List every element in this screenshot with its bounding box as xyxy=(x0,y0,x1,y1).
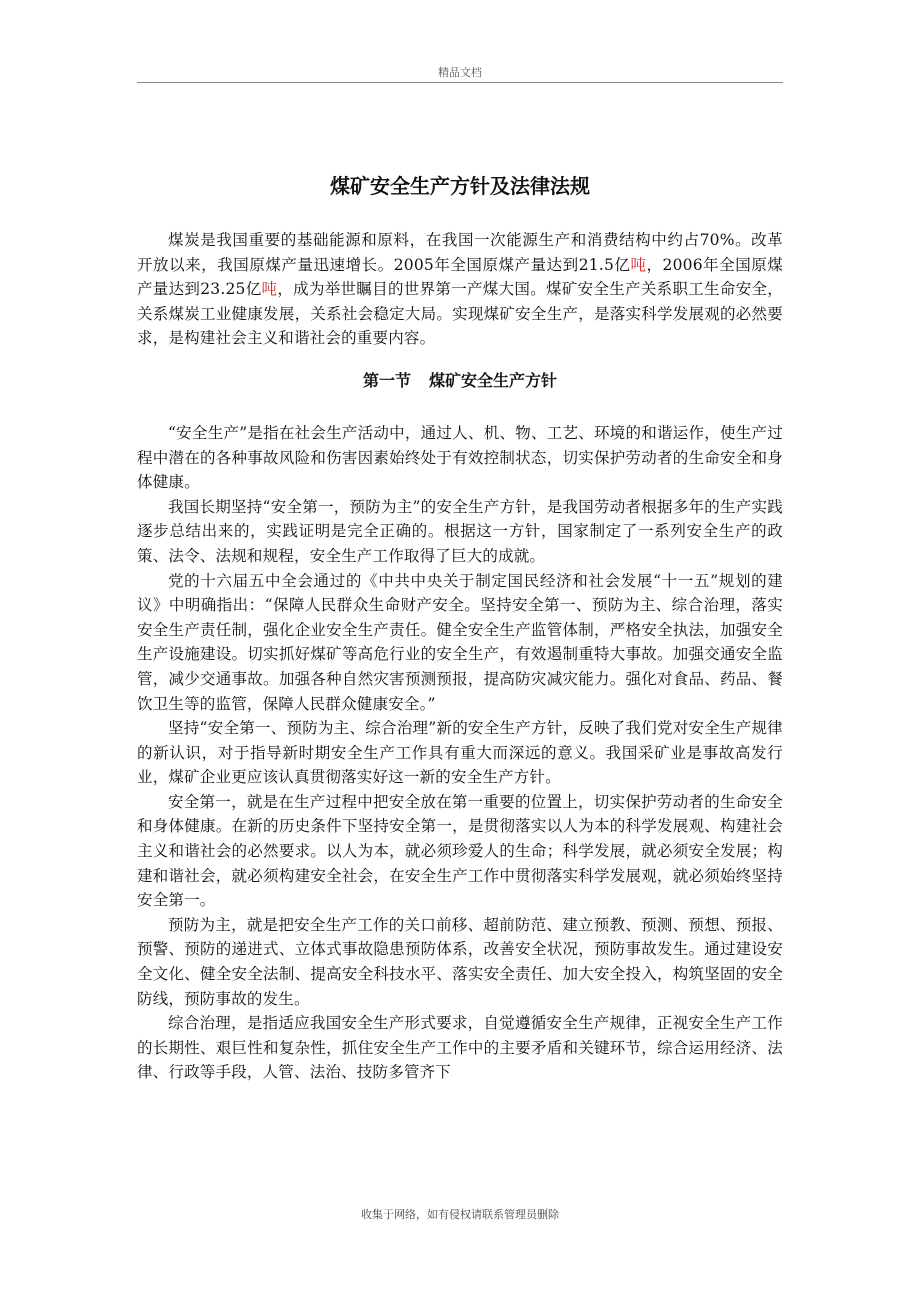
intro-text-3: ，成为举世瞩目的世界第一产煤大国。煤矿安全生产关系职工生命安全，关系煤炭工业健康发展，关系社会稳定大局。实现煤矿安全生产，是落实科学发展观的必然要求，是构建社会主义和谐社会的重要内容。 xyxy=(137,280,784,348)
section-title: 煤矿安全生产方针 xyxy=(429,370,558,390)
page-footer: 收集于网络，如有侵权请联系管理员删除 xyxy=(361,1208,559,1221)
section-number: 第一节 xyxy=(362,370,411,390)
unit-highlight-1: 吨 xyxy=(630,255,647,274)
document-title: 煤矿安全生产方针及法律法规 xyxy=(330,174,590,198)
paragraph-prevention-first: 预防为主，就是把安全生产工作的关口前移、超前防范、建立预教、预测、预想、预报、预警、预防的递进式、立体式事故隐患预防体系，改善安全状况，预防事故发生。通过建设安全文化、健全安全法制、提高安全科技水平、落实安全责任、加大安全投入，构筑坚固的安全防线，预防事故的发生。 xyxy=(137,915,783,1008)
paragraph-policy-history: 我国长期坚持“安全第一，预防为主”的安全生产方针，是我国劳动者根据多年的生产实践逐步总结出来的，实践证明是完全正确的。根据这一方针，国家制定了一系列安全生产的政策、法令、法规和规程，安全生产工作取得了巨大的成就。 xyxy=(137,497,783,565)
paragraph-new-policy: 坚持“安全第一、预防为主、综合治理”新的安全生产方针，反映了我们党对安全生产规律的新认识，对于指导新时期安全生产工作具有重大而深远的意义。我国采矿业是事故高发行业，煤矿企业更应该认真贯彻落实好这一新的安全生产方针。 xyxy=(137,719,783,787)
document-body xyxy=(137,160,783,1085)
paragraph-safety-first: 安全第一，就是在生产过程中把安全放在第一重要的位置上，切实保护劳动者的生命安全和身体健康。在新的历史条件下坚持安全第一，是贯彻落实以人为本的科学发展观、构建社会主义和谐社会的必然要求。以人为本，就必须珍爱人的生命；科学发展，就必须安全发展；构建和谐社会，就必须构建安全社会，在安全生产工作中贯彻落实科学发展观，就必须始终坚持安全第一。 xyxy=(137,792,783,910)
intro-text-1: 煤炭是我国重要的基础能源和原料，在我国一次能源生产和消费结构中约占70%。改革开放以来，我国原煤产量迅速增长。2005年全国原煤产量达到21.5亿 xyxy=(137,231,783,274)
intro-paragraph xyxy=(137,228,783,351)
header-divider xyxy=(137,82,783,83)
paragraph-comprehensive-governance: 综合治理，是指适应我国安全生产形式要求，自觉遵循安全生产规律，正视安全生产工作的长期性、艰巨性和复杂性，抓住安全生产工作中的主要矛盾和关键环节，综合运用经济、法律、行政等手段，人管、法治、技防多管齐下 xyxy=(137,1014,783,1082)
paragraph-definition: “安全生产”是指在社会生产活动中，通过人、机、物、工艺、环境的和谐运作，使生产过程中潜在的各种事故风险和伤害因素始终处于有效控制状态，切实保护劳动者的生命安全和身体健康。 xyxy=(137,423,783,492)
intro-text-2: ，2006年全国原煤产量达到23.25亿 xyxy=(137,255,784,299)
paragraph-party-plenum: 党的十六届五中全会通过的《中共中央关于制定国民经济和社会发展“十一五”规划的建议》中明确指出：“保障人民群众生命财产安全。坚持安全第一、预防为主、综合治理，落实安全生产责任制，强化企业安全生产责任。健全安全生产监管体制，严格安全执法，加强安全生产设施建设。切实抓好煤矿等高危行业的安全生产，有效遏制重特大事故。加强交通安全监管，减少交通事故。加强各种自然灾害预测预报，提高防灾减灾能力。强化对食品、药品、餐饮卫生等的监管，保障人民群众健康安全。” xyxy=(137,571,783,713)
section-heading xyxy=(137,369,783,393)
page-header: 精品文档 xyxy=(438,66,482,79)
unit-highlight-2: 吨 xyxy=(261,280,278,299)
